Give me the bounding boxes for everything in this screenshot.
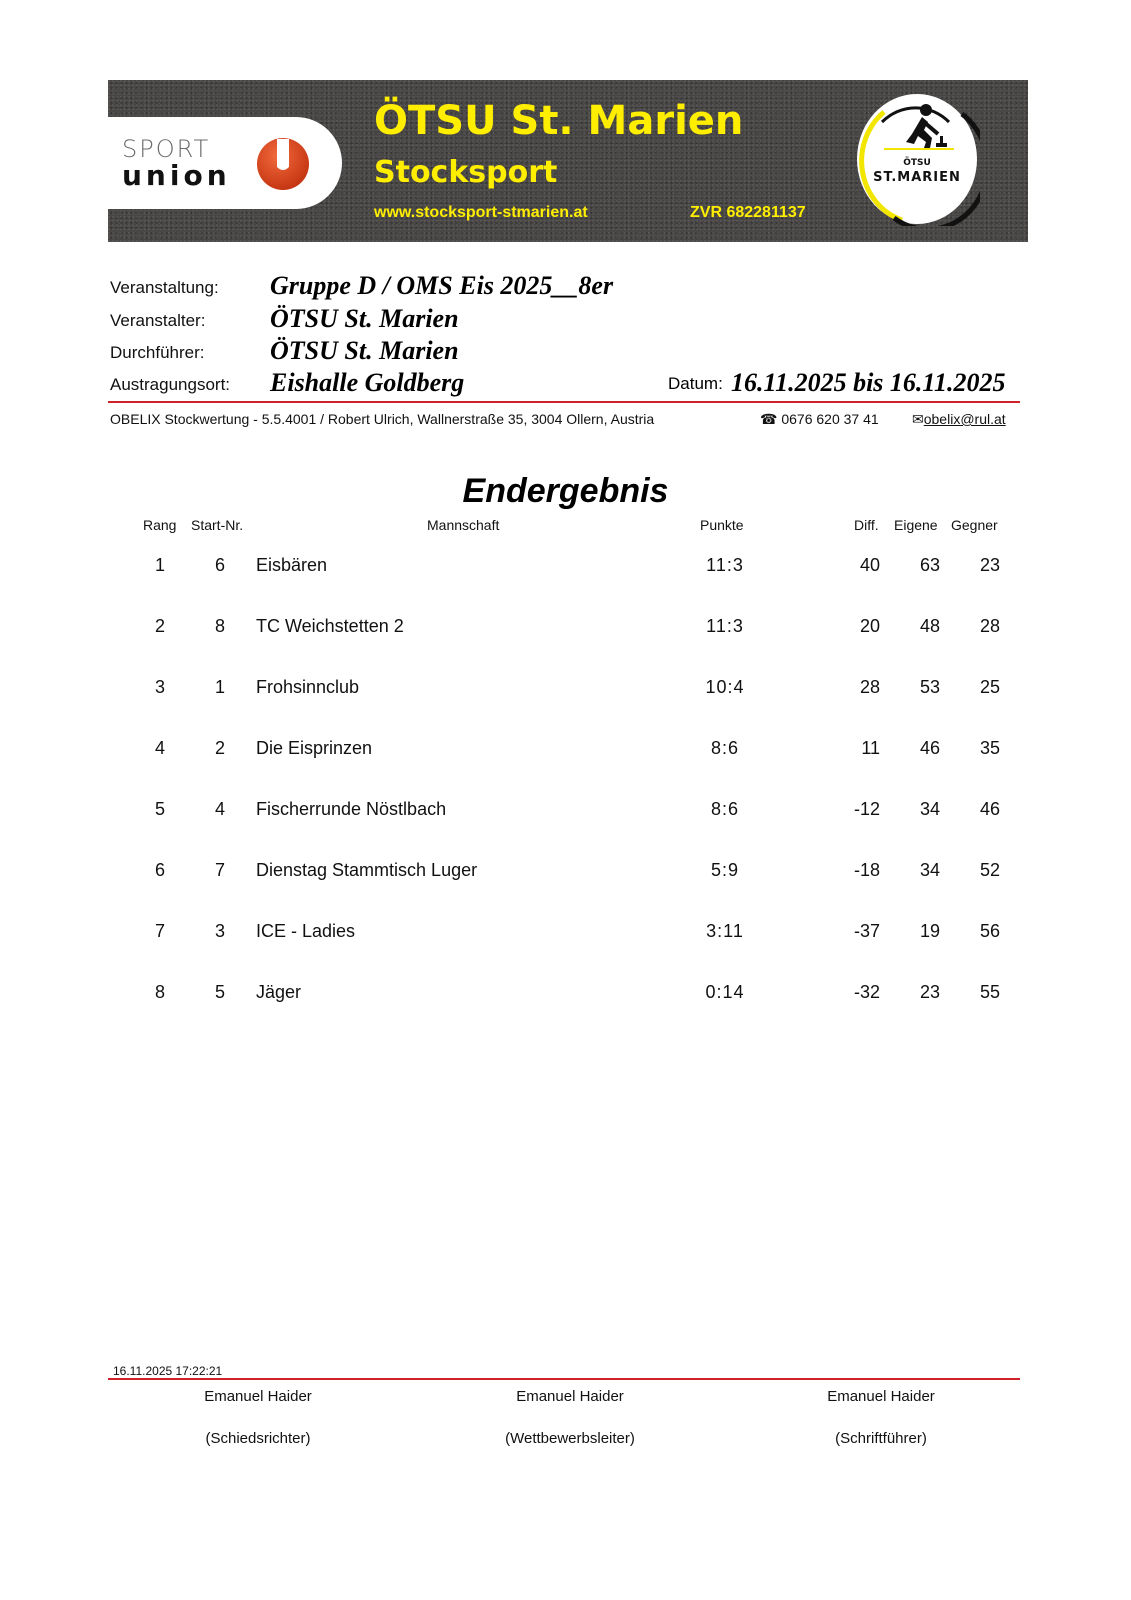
header-rang: Rang — [143, 517, 177, 533]
veranstalter-label: Veranstalter: — [110, 311, 206, 330]
contact-phone — [760, 411, 879, 428]
table-row — [0, 677, 1131, 707]
signature-name-wettbewerbsleiter: Emanuel Haider — [516, 1388, 624, 1405]
cell-start-nr: 4 — [214, 799, 225, 819]
table-row — [0, 860, 1131, 890]
veranstaltung-label: Veranstaltung: — [110, 278, 219, 297]
veranstalter-value: ÖTSU St. Marien — [270, 304, 459, 333]
cell-mannschaft: Frohsinnclub — [256, 677, 360, 697]
phone-number: 0676 620 37 41 — [781, 411, 879, 427]
datum-label: Datum: — [668, 374, 723, 393]
cell-diff: 11 — [861, 738, 880, 758]
cell-gegner: 28 — [979, 616, 1000, 636]
cell-punkte: 3:11 — [706, 921, 744, 941]
cell-eigene: 34 — [919, 799, 940, 819]
header-punkte: Punkte — [700, 517, 744, 533]
cell-diff: 40 — [859, 555, 880, 575]
cell-diff: 20 — [859, 616, 880, 636]
header-start-nr: Start-Nr. — [191, 517, 244, 533]
header-eigene: Eigene — [894, 517, 938, 533]
logo-union-text: union — [122, 159, 231, 192]
club-website: www.stocksport-stmarien.at — [374, 204, 588, 221]
cell-punkte: 10:4 — [705, 677, 745, 697]
cell-rang: 3 — [154, 677, 165, 697]
cell-eigene: 63 — [919, 555, 940, 575]
cell-start-nr: 7 — [214, 860, 225, 880]
austragungsort-value: Eishalle Goldberg — [270, 368, 465, 397]
logo-sport-text: SPORT — [122, 135, 211, 163]
cell-rang: 5 — [154, 799, 165, 819]
cell-mannschaft: TC Weichstetten 2 — [256, 616, 404, 636]
cell-rang: 8 — [154, 982, 165, 1002]
cell-start-nr: 8 — [214, 616, 225, 636]
cell-gegner: 23 — [979, 555, 1000, 575]
cell-rang: 4 — [154, 738, 165, 758]
software-credit: OBELIX Stockwertung - 5.5.4001 / Robert Ulrich, Wallnerstraße 35, 3004 Ollern, Austria — [110, 411, 655, 427]
contact-email — [912, 411, 1006, 428]
sport-union-logo — [108, 117, 342, 209]
phone-icon: ☎ — [760, 411, 778, 427]
cell-rang: 2 — [154, 616, 165, 636]
cell-diff: 28 — [859, 677, 880, 697]
print-timestamp: 16.11.2025 17:22:21 — [113, 1364, 223, 1378]
header-diff: Diff. — [854, 517, 879, 533]
zvr-number: ZVR 682281137 — [690, 204, 806, 221]
footer-divider — [108, 1378, 1020, 1380]
cell-punkte: 8:6 — [710, 738, 740, 758]
cell-mannschaft: Dienstag Stammtisch Luger — [256, 860, 478, 880]
cell-eigene: 34 — [919, 860, 940, 880]
signature-role-schriftfuehrer: (Schriftführer) — [835, 1430, 927, 1447]
cell-mannschaft: Eisbären — [256, 555, 328, 575]
datum-value: 16.11.2025 bis 16.11.2025 — [731, 368, 1006, 397]
durchfuehrer-value: ÖTSU St. Marien — [270, 336, 459, 365]
cell-mannschaft: ICE - Ladies — [256, 921, 356, 941]
cell-punkte: 0:14 — [705, 982, 745, 1002]
cell-diff: -18 — [853, 860, 880, 880]
club-subtitle: Stocksport — [374, 155, 558, 190]
durchfuehrer-label: Durchführer: — [110, 343, 205, 362]
cell-punkte: 11:3 — [706, 616, 744, 636]
table-row — [0, 738, 1131, 768]
cell-mannschaft: Fischerrunde Nöstlbach — [256, 799, 447, 819]
signature-role-schiedsrichter: (Schiedsrichter) — [205, 1430, 311, 1447]
table-row — [0, 616, 1131, 646]
table-row — [0, 799, 1131, 829]
cell-rang: 6 — [154, 860, 165, 880]
cell-diff: -37 — [853, 921, 880, 941]
cell-start-nr: 2 — [214, 738, 225, 758]
cell-gegner: 55 — [979, 982, 1000, 1002]
cell-gegner: 46 — [979, 799, 1000, 819]
cell-mannschaft: Jäger — [256, 982, 302, 1002]
header-divider — [108, 401, 1020, 403]
envelope-icon: ✉ — [912, 411, 924, 427]
table-row — [0, 921, 1131, 951]
cell-gegner: 35 — [979, 738, 1000, 758]
signature-role-wettbewerbsleiter: (Wettbewerbsleiter) — [505, 1430, 635, 1447]
union-u-icon — [256, 137, 310, 191]
cell-eigene: 53 — [919, 677, 940, 697]
cell-punkte: 8:6 — [710, 799, 740, 819]
cell-diff: -32 — [853, 982, 880, 1002]
header-banner — [108, 80, 1028, 242]
table-row — [0, 982, 1131, 1012]
cell-mannschaft: Die Eisprinzen — [256, 738, 373, 758]
signature-name-schiedsrichter: Emanuel Haider — [204, 1388, 312, 1405]
veranstaltung-value: Gruppe D / OMS Eis 2025__8er — [270, 271, 614, 300]
cell-start-nr: 3 — [214, 921, 225, 941]
cell-eigene: 23 — [919, 982, 940, 1002]
cell-start-nr: 6 — [214, 555, 225, 575]
cell-eigene: 19 — [919, 921, 940, 941]
otsu-st-marien-logo — [854, 92, 980, 226]
cell-punkte: 11:3 — [706, 555, 744, 575]
cell-start-nr: 1 — [214, 677, 225, 697]
table-row — [0, 555, 1131, 585]
cell-eigene: 48 — [919, 616, 940, 636]
cell-punkte: 5:9 — [710, 860, 740, 880]
email-link[interactable]: obelix@rul.at — [923, 411, 1006, 427]
club-title: ÖTSU St. Marien — [374, 98, 744, 144]
header-mannschaft: Mannschaft — [427, 517, 500, 533]
austragungsort-label: Austragungsort: — [110, 375, 231, 394]
cell-eigene: 46 — [919, 738, 940, 758]
header-gegner: Gegner — [951, 517, 998, 533]
cell-rang: 1 — [154, 555, 165, 575]
logo-st-marien-text: ST.MARIEN — [873, 170, 961, 185]
cell-gegner: 56 — [979, 921, 1000, 941]
result-title: Endergebnis — [462, 472, 669, 510]
logo-otsu-text: ÖTSU — [903, 158, 931, 168]
cell-gegner: 52 — [979, 860, 1000, 880]
signature-name-schriftfuehrer: Emanuel Haider — [827, 1388, 935, 1405]
cell-start-nr: 5 — [214, 982, 225, 1002]
cell-rang: 7 — [154, 921, 165, 941]
cell-gegner: 25 — [979, 677, 1000, 697]
cell-diff: -12 — [853, 799, 880, 819]
